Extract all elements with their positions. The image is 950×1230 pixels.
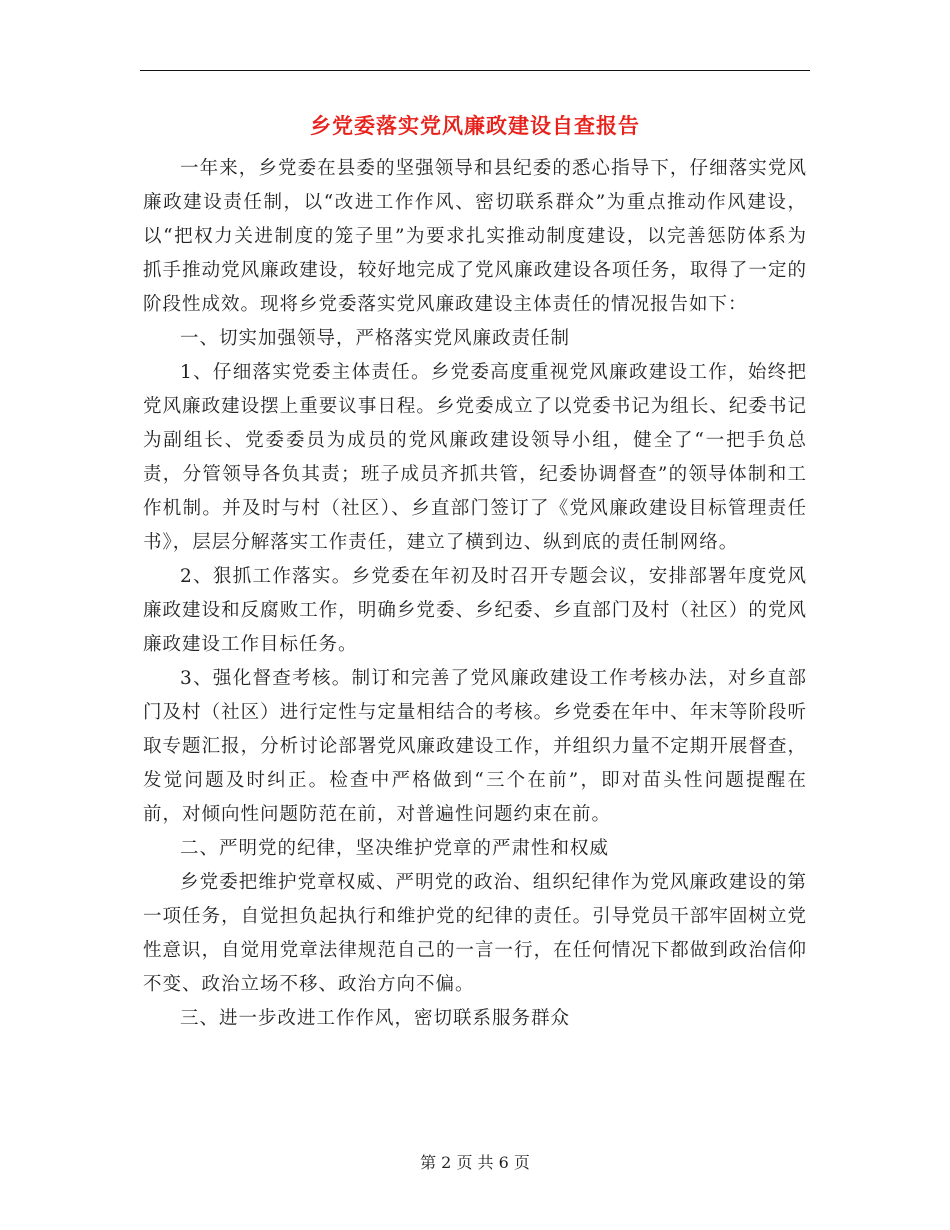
page-number-footer: 第 2 页 共 6 页 [420,1153,530,1172]
body-paragraph: 3、强化督查考核。制订和完善了党风廉政建设工作考核办法，对乡直部门及村（社区）进行定性与定量相结合的考核。乡党委在年中、年末等阶段听取专题汇报，分析讨论部署党风廉政建设工作，并组织力量不定期开展督查，发觉问题及时纠正。检查中严格做到“三个在前”，即对苗头性问题提醒在前，对倾向性问题防范在前，对普遍性问题约束在前。 [143,668,807,825]
body-paragraph: 乡党委把维护党章权威、严明党的政治、组织纪律作为党风廉政建设的第一项任务，自觉担负起执行和维护党的纪律的责任。引导党员干部牢固树立党性意识，自觉用党章法律规范自己的一言一行，在任何情况下都做到政治信仰不变、政治立场不移、政治方向不偏。 [143,872,807,995]
document-body [143,152,807,1036]
body-paragraph: 1、仔细落实党委主体责任。乡党委高度重视党风廉政建设工作，始终把党风廉政建设摆上重要议事日程。乡党委成立了以党委书记为组长、纪委书记为副组长、党委委员为成员的党风廉政建设领导小组，健全了“一把手负总责，分管领导各负其责；班子成员齐抓共管，纪委协调督查”的领导体制和工作机制。并及时与村（社区）、乡直部门签订了《党风廉政建设目标管理责任书》，层层分解落实工作责任，建立了横到边、纵到底的责任制网络。 [143,362,807,553]
section-heading-2: 二、严明党的纪律，坚决维护党章的严肃性和权威 [180,838,610,859]
section-heading-1: 一、切实加强领导，严格落实党风廉政责任制 [180,328,571,349]
body-paragraph: 2、狠抓工作落实。乡党委在年初及时召开专题会议，安排部署年度党风廉政建设和反腐败工作，明确乡党委、乡纪委、乡直部门及村（社区）的党风廉政建设工作目标任务。 [143,566,807,655]
section-heading-3: 三、进一步改进工作作风，密切联系服务群众 [180,1008,571,1029]
header-rule [140,70,810,71]
intro-paragraph: 一年来，乡党委在县委的坚强领导和县纪委的悉心指导下，仔细落实党风廉政建设责任制，以“改进工作作风、密切联系群众”为重点推动作风建设，以“把权力关进制度的笼子里”为要求扎实推动制度建设，以完善惩防体系为抓手推动党风廉政建设，较好地完成了党风廉政建设各项任务，取得了一定的阶段性成效。现将乡党委落实党风廉政建设主体责任的情况报告如下： [143,158,807,315]
document-title: 乡党委落实党风廉政建设自查报告 [310,113,640,138]
